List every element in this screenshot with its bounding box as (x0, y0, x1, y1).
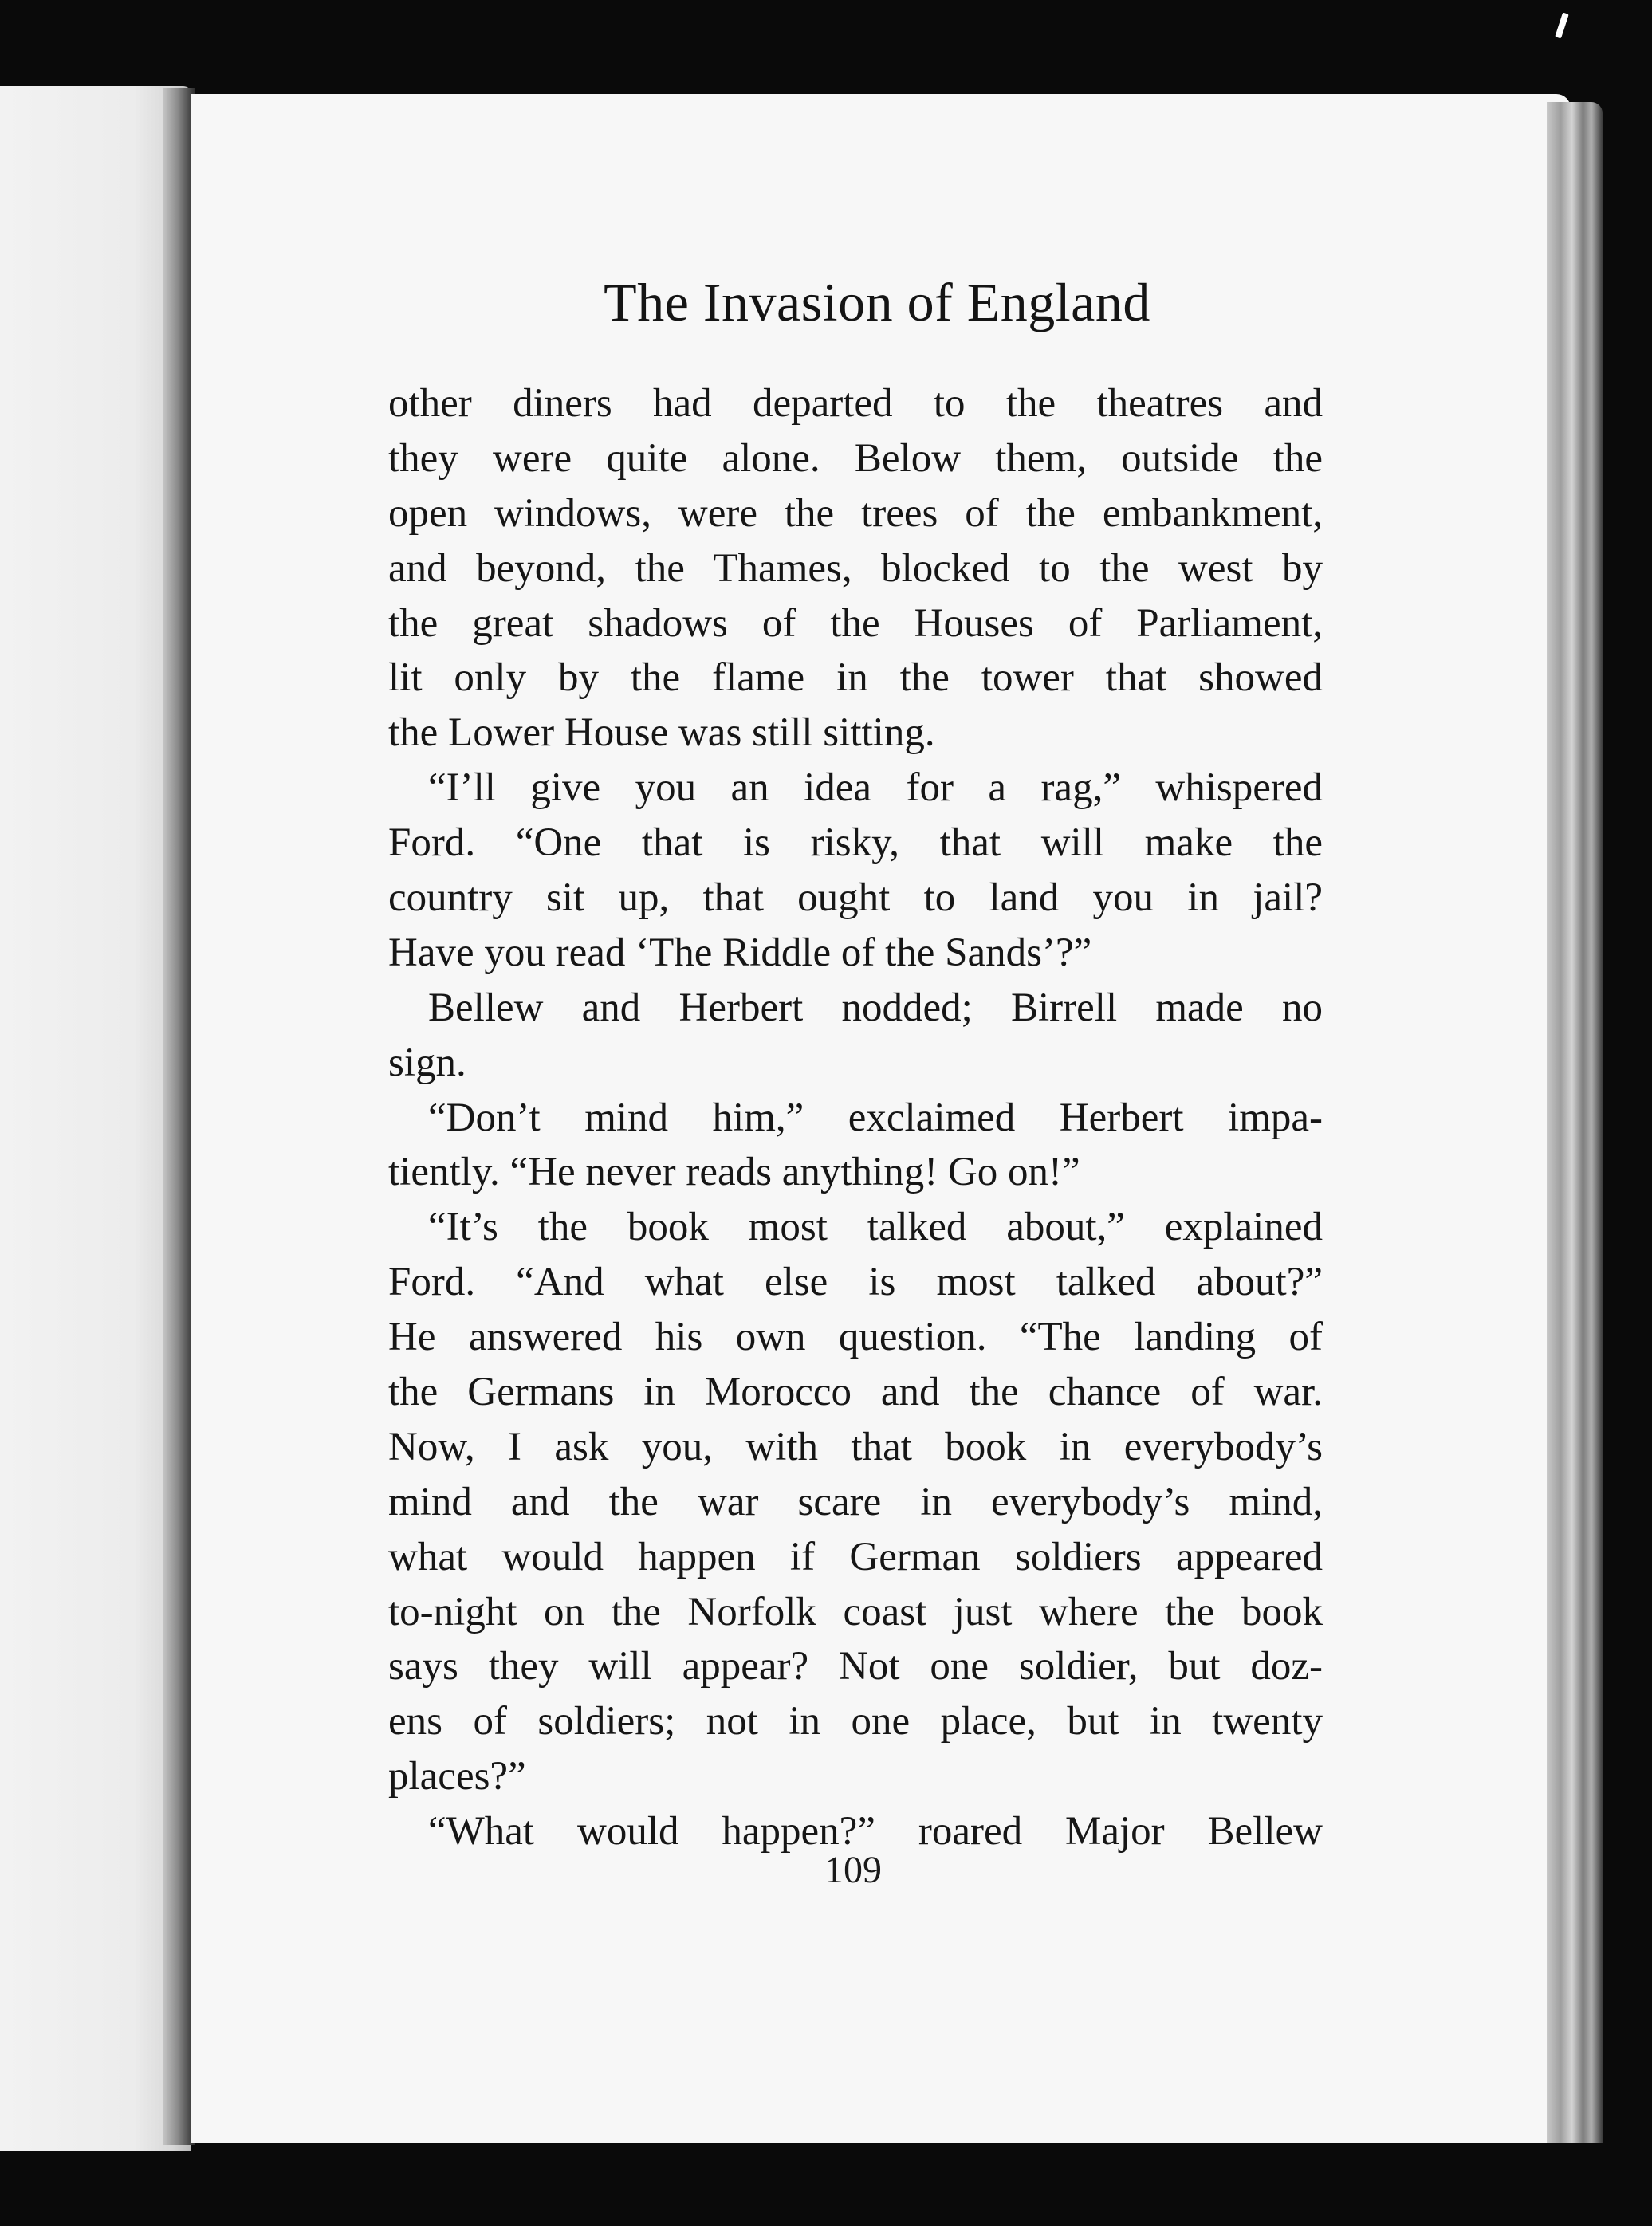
text-line: what would happen if German soldiers appeared (388, 1534, 1323, 1579)
body-text (388, 376, 1323, 1859)
text-line: “What would happen?” roared Major Bellew (428, 1809, 1323, 1854)
text-line: lit only by the flame in the tower that showed (388, 655, 1323, 701)
text-line: and beyond, the Thames, blocked to the west by (388, 545, 1323, 591)
scan-mark (1555, 13, 1568, 39)
text-line: to-night on the Norfolk coast just where the book (388, 1589, 1323, 1634)
running-head: The Invasion of England (604, 272, 1150, 332)
text-line: He answered his own question. “The landing of (388, 1315, 1323, 1360)
text-line: mind and the war scare in everybody’s mind, (388, 1479, 1323, 1524)
text-line: Now, I ask you, with that book in everybody’s (388, 1424, 1323, 1469)
text-line: Have you read ‘The Riddle of the Sands’?” (388, 930, 1092, 975)
text-line: says they will appear? Not one soldier, but doz- (388, 1644, 1323, 1689)
text-line: country sit up, that ought to land you in jail? (388, 875, 1323, 921)
text-line: other diners had departed to the theatres and (388, 381, 1323, 426)
left-page-edge (0, 86, 191, 2151)
text-line: “It’s the book most talked about,” explained (428, 1205, 1323, 1250)
page-block-edge (1547, 102, 1603, 2143)
text-line: open windows, were the trees of the embankment, (388, 490, 1323, 536)
text-line: tiently. “He never reads anything! Go on!” (388, 1150, 1080, 1195)
text-line: “Don’t mind him,” exclaimed Herbert impa- (428, 1095, 1323, 1140)
text-line: places?” (388, 1754, 526, 1799)
text-line: they were quite alone. Below them, outside the (388, 435, 1323, 481)
text-line: Ford. “And what else is most talked about?” (388, 1260, 1323, 1305)
right-page (191, 94, 1571, 2143)
page-number: 109 (824, 1849, 882, 1891)
text-line: Bellew and Herbert nodded; Birrell made no (428, 985, 1323, 1030)
text-line: the great shadows of the Houses of Parliament, (388, 600, 1323, 646)
text-line: the Germans in Morocco and the chance of war. (388, 1370, 1323, 1415)
text-line: Ford. “One that is risky, that will make the (388, 820, 1323, 866)
text-line: sign. (388, 1040, 466, 1085)
book-gutter (163, 88, 195, 2145)
text-line: ens of soldiers; not in one place, but in twenty (388, 1699, 1323, 1744)
text-line: “I’ll give you an idea for a rag,” whispered (428, 765, 1323, 811)
text-line: the Lower House was still sitting. (388, 710, 935, 756)
